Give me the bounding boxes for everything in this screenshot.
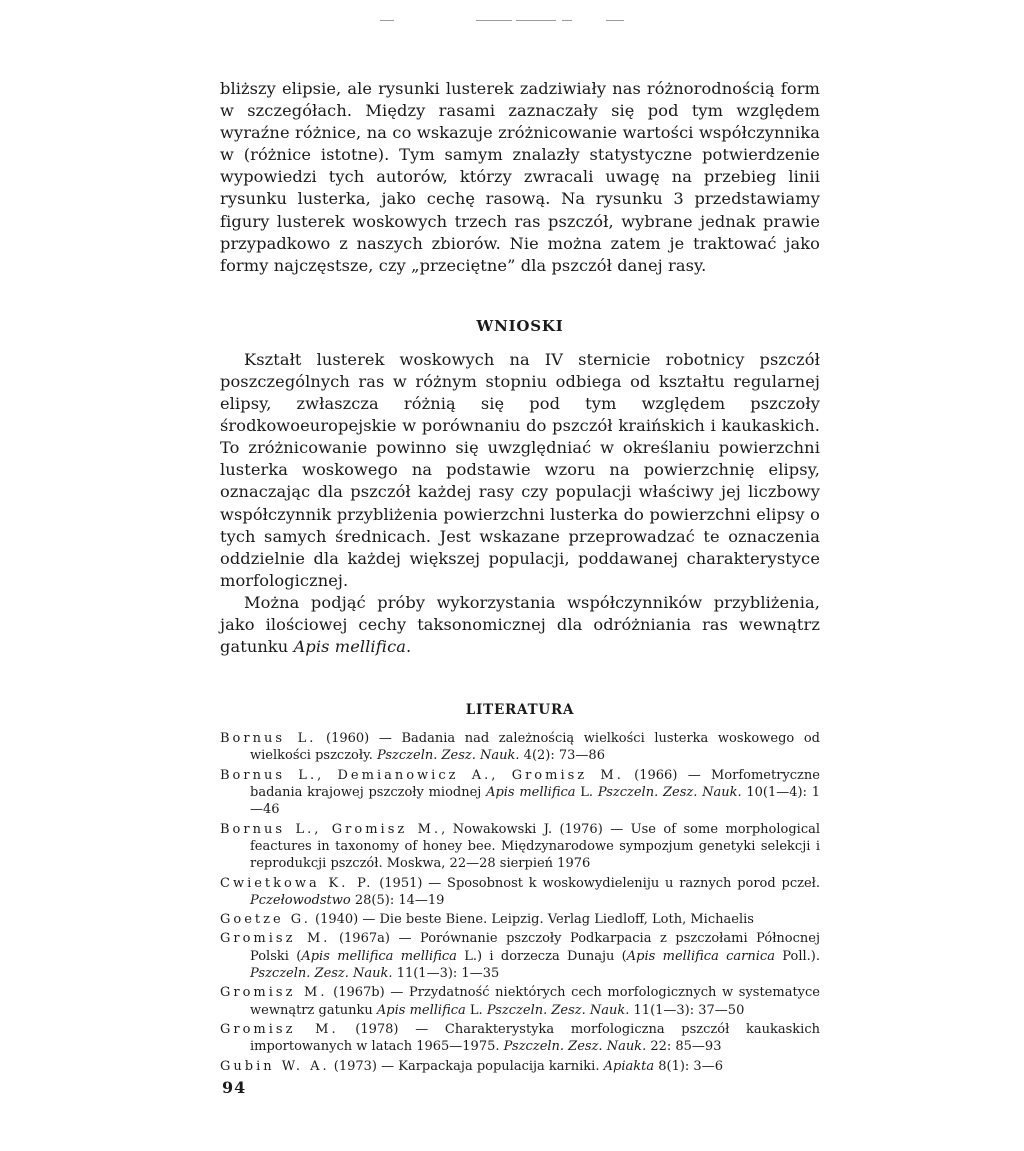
reference-text: 22: 85—93 [646,1039,722,1055]
reference-item [220,984,820,1019]
wnioski-paragraph-2 [220,592,820,658]
reference-journal: Pczełowodstwo [250,892,351,908]
reference-author: Bornus L., Gromisz M. [220,821,442,837]
reference-author: Gromisz M. [220,931,331,947]
wnioski-section [220,349,820,658]
reference-text: 11(1—3): 1—35 [392,966,500,982]
reference-item [220,930,820,982]
reference-text: L. [575,785,598,801]
literatura-heading: LITERATURA [465,702,575,719]
reference-text: 4(2): 73—86 [519,748,605,764]
reference-text: (1940) — Die beste Biene. Leipzig. Verlag Liedloff, Loth, Michaelis [310,912,754,928]
references-list [220,730,820,1075]
reference-item [220,1021,820,1056]
wnioski-paragraph-2-text: Można podjąć próby wykorzystania współczynników przybliżenia, jako ilościowej cechy taksonomicznej dla odróżniania ras wewnątrz gatunku [220,592,820,657]
page-number: 94 [222,1078,247,1097]
reference-text: Poll.). [774,948,820,964]
intro-paragraph: bliższy elipsie, ale rysunki lusterek zadziwiały nas różnorodnością form w szczegółach. Między rasami zaznaczały się pod tym względem wyraźne różnice, na co wskazuje zróżnicowanie wartości współczynnika w (różnice istotne). Tym samym znalazły statystyczne potwierdzenie wypowiedzi tych autorów, którzy zwracali uwagę na przebieg linii rysunku lusterka, jako cechę rasową. Na rysunku 3 przedstawiamy figury lusterek woskowych trzech ras pszczół, wybrane jednak prawie przypadkowo z naszych zbiorów. Nie można zatem je traktować jako formy najczęstsze, czy „przeciętne” dla pszczół danej rasy. [220,79,820,275]
intro-section [220,78,820,277]
wnioski-paragraph-2-end: . [406,637,412,657]
reference-author: Bornus L., Demianowicz A., Gromisz M. [220,767,624,783]
reference-journal: Apiakta [603,1058,655,1074]
reference-journal: Pszczeln. Zesz. Nauk. [597,785,742,801]
reference-journal: Pszczeln. Zesz. Nauk. [376,748,520,764]
reference-journal: Apis mellifica carnica [626,948,775,964]
reference-text: 10(1—4): 1—46 [250,785,820,818]
reference-text: (1967b) — Przydatność niektórych cech morfologicznych w systematyce wewnątrz gatunku [250,985,820,1018]
reference-text: (1966) — Morfometryczne badania krajowej pszczoły miodnej [250,767,820,801]
reference-item [220,911,820,928]
reference-item [220,1058,820,1075]
reference-text: 28(5): 14—19 [350,892,445,908]
reference-journal: Pszczeln. Zesz. Nauk. [250,966,393,982]
reference-text: 8(1): 3—6 [654,1058,723,1074]
reference-author: Gromisz M. [220,985,328,1001]
page-content [220,78,820,1077]
species-name: Apis mellifica [293,637,406,657]
reference-journal: Apis mellifica [376,1002,466,1018]
reference-item [220,767,820,819]
reference-author: Goetze G. [220,912,311,928]
reference-author: Bornus L. [220,731,317,747]
reference-text: L.) i dorzecza Dunaju ( [456,948,627,964]
reference-journal: Apis mellifica [486,785,576,801]
scan-marks [380,20,640,24]
wnioski-heading: WNIOSKI [476,316,564,335]
wnioski-paragraph-1: Kształt lusterek woskowych na IV sternicie robotnicy pszczół poszczególnych ras w różnym stopniu odbiega od kształtu regularnej elipsy, zwłaszcza różnią się pod tym względem pszczoły środkowoeuropejskie w porównaniu do pszczół kraińskich i kaukaskich. To zróżnicowanie powinno się uwzględniać w określaniu powierzchni lusterka woskowego na podstawie wzoru na powierzchnię elipsy, oznaczając dla pszczół każdej rasy czy populacji właściwy jej liczbowy współczynnik przybliżenia powierzchni lusterka do powierzchni elipsy o tych samych średnicach. Jest wskazane przeprowadzać te oznaczenia oddzielnie dla każdej większej populacji, poddawanej charakterystyce morfologicznej. [220,349,820,590]
reference-text: (1951) — Sposobnost k woskowydieleniju u raznych porod pczeł. [373,875,820,891]
reference-author: Cwietkowa K. P. [220,875,374,891]
reference-item [220,875,820,910]
reference-journal: Pszczeln. Zesz. Nauk. [503,1039,647,1055]
reference-text: L. [465,1002,487,1018]
reference-journal: Apis mellifica mellifica [301,948,457,964]
reference-item [220,730,820,765]
reference-text: (1967a) — Porównanie pszczoły Podkarpacia z pszczołami Północnej Polski ( [250,931,820,964]
reference-text: 11(1—3): 37—50 [629,1002,745,1018]
reference-text: (1973) — Karpackaja populacija karniki. [329,1058,604,1074]
reference-journal: Pszczeln. Zesz. Nauk. [486,1002,630,1018]
reference-text: (1960) — Badania nad zależnością wielkości lusterka woskowego od wielkości pszczoły. [250,731,820,764]
reference-author: Gubin W. A. [220,1058,330,1074]
reference-text: , Nowakowski J. (1976) — Use of some morphological feactures in taxonomy of honey bee. Międzynarodowe sympozjum genetyki selekcji i reprodukcji pszczół. Moskwa, 22—28 sierpień 1976 [250,821,821,872]
reference-author: Gromisz M. [220,1021,339,1037]
reference-item [220,821,820,873]
reference-text: (1978) — Charakterystyka morfologiczna pszczół kaukaskich importowanych w latach 1965—1975. [250,1021,820,1055]
